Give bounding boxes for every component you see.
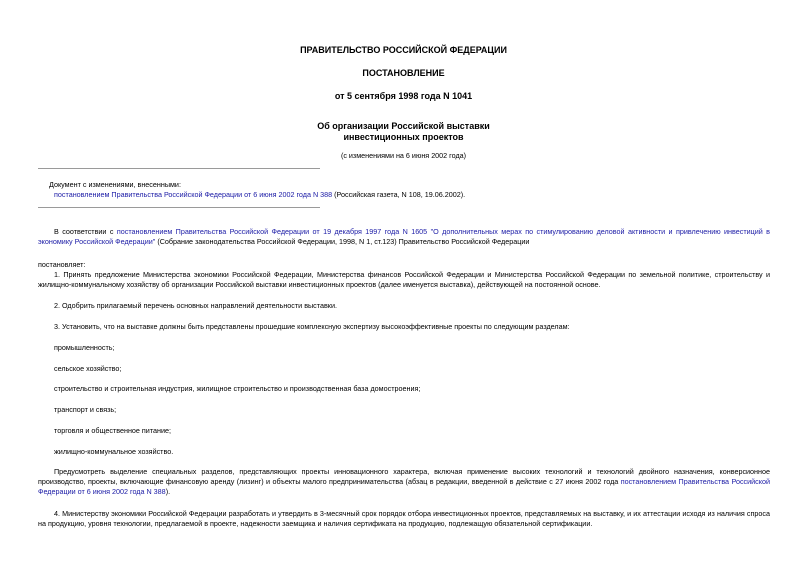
section-item: строительство и строительная индустрия, жилищное строительство и производственная база домостроения; xyxy=(54,384,421,393)
divider-top xyxy=(38,168,320,169)
preamble-text-start: В соответствии с xyxy=(54,227,117,236)
paragraph-1: 1. Принять предложение Министерства экономики Российской Федерации, Министерства финансов Российской Федерации и Министерства Российской Федерации по земельной политике, строительству и жилищно-коммунальному хозяйству об организации Российской выставки инвестиционных проектов (далее именуется выставка), действующей на постоянной основе. xyxy=(38,270,770,290)
title-line-1: Об организации Российской выставки xyxy=(317,121,490,131)
changes-label: Документ с изменениями, внесенными: xyxy=(49,180,181,189)
document-type-heading: ПОСТАНОВЛЕНИЕ xyxy=(362,68,445,78)
divider-bottom xyxy=(38,207,320,208)
title-line-2: инвестиционных проектов xyxy=(343,132,464,142)
paragraph-2: 2. Одобрить прилагаемый перечень основных направлений деятельности выставки. xyxy=(54,301,337,310)
preamble-text-end: (Собрание законодательства Российской Федерации, 1998, N 1, ст.123) Правительство Российской Федерации xyxy=(155,237,530,247)
changes-source: (Российская газета, N 108, 19.06.2002). xyxy=(332,190,466,199)
section-item: сельское хозяйство; xyxy=(54,364,122,373)
section-item: жилищно-коммунальное хозяйство. xyxy=(54,447,174,456)
paragraph-3: 3. Установить, что на выставке должны быть представлены прошедшие комплексную экспертизу высокоэффективные проекты по следующим разделам: xyxy=(54,322,570,331)
special-sections-text: Предусмотреть выделение специальных разделов, представляющих проекты инновационного характера, включая применение высоких технологий и технологий двойного назначения, конверсионное производство, проекты, включающие финансовую аренду (лизинг) и объекты малого предпринимательства (абзац в редакции, введенной в действие с 27 июня 2002 года xyxy=(38,467,770,487)
section-item: торговля и общественное питание; xyxy=(54,426,172,435)
paragraph-4: 4. Министерству экономики Российской Федерации разработать и утвердить в 3-месячный срок порядок отбора инвестиционных проектов, представляемых на выставку, и их аттестации исходя из наличия спроса на продукцию, уровня технологии, предлагаемой в проекте, надежности заемщика и наличия сертификата на продукцию, подлежащую обязательной сертификации. xyxy=(38,509,770,529)
changes-reference xyxy=(54,190,465,199)
date-number-heading: от 5 сентября 1998 года N 1041 xyxy=(334,91,473,101)
special-sections-end: ). xyxy=(165,487,171,497)
preamble-paragraph xyxy=(38,227,770,247)
special-sections-link[interactable]: постановлением Правительства Российской Федерации от 6 июня 2002 года N 388 xyxy=(38,477,770,497)
paragraph-3-special-sections xyxy=(38,467,770,498)
section-item: транспорт и связь; xyxy=(54,405,117,414)
decree-word: постановляет: xyxy=(38,260,86,269)
amended-note: (с изменениями на 6 июня 2002 года) xyxy=(340,151,467,160)
preamble-link[interactable]: постановлением Правительства Российской Федерации от 19 декабря 1997 года N 1605 "О дополнительных мерах по стимулированию деловой активности и привлечению инвестиций в экономику Российской Федерации" xyxy=(38,227,770,247)
section-item: промышленность; xyxy=(54,343,115,352)
government-heading: ПРАВИТЕЛЬСТВО РОССИЙСКОЙ ФЕДЕРАЦИИ xyxy=(300,45,507,55)
changes-link[interactable]: постановлением Правительства Российской Федерации от 6 июня 2002 года N 388 xyxy=(54,190,333,199)
